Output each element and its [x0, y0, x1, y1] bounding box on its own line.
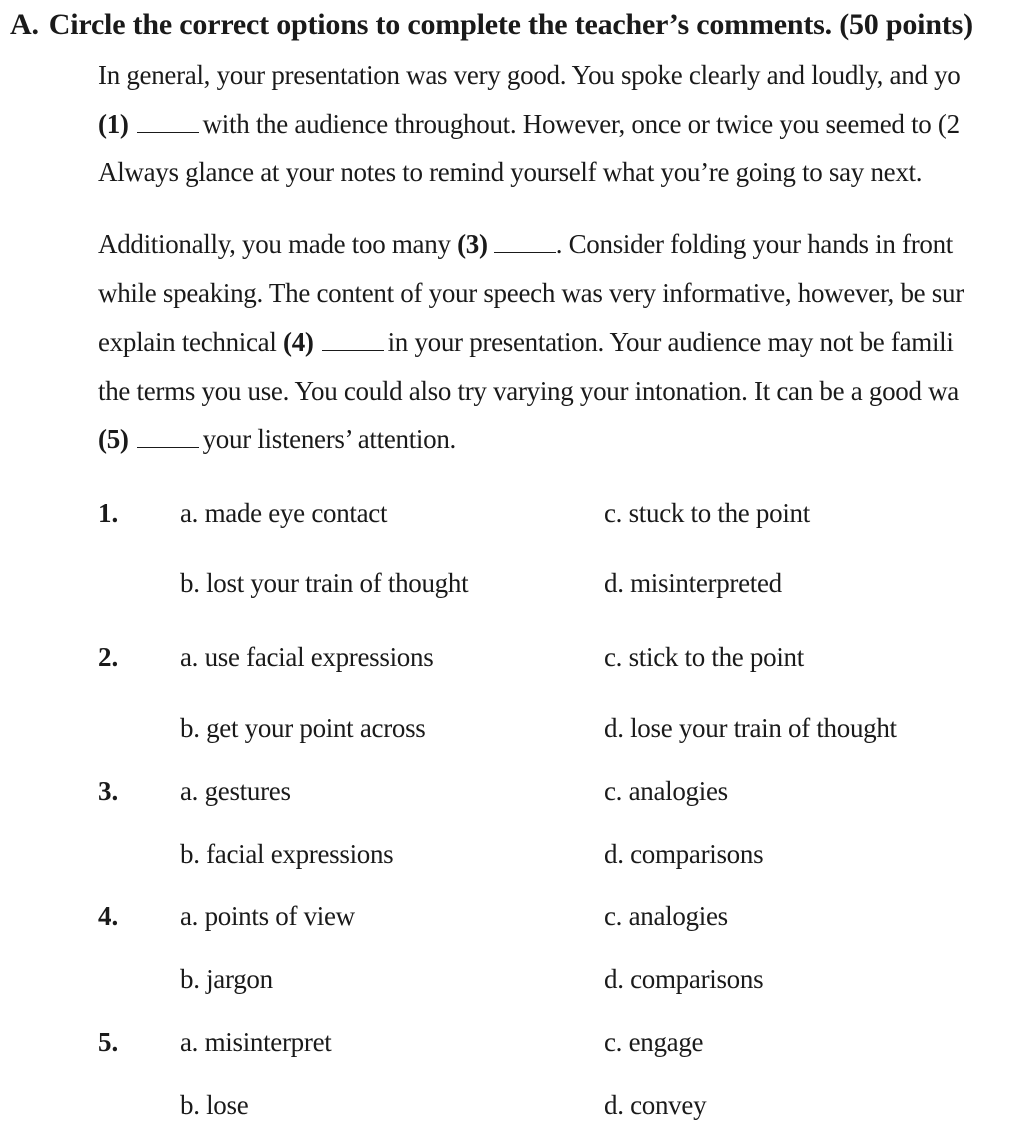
- passage-line-1: In general, your presentation was very good. You spoke clearly and loudly, and yo: [98, 60, 961, 90]
- q5-option-c[interactable]: c. engage: [604, 1027, 704, 1057]
- passage-line-6-pre: explain technical: [98, 327, 277, 357]
- question-number: 1.: [98, 498, 119, 528]
- q3-option-d[interactable]: d. comparisons: [604, 839, 764, 869]
- q4-option-b[interactable]: b. jargon: [180, 964, 273, 994]
- question-number: 5.: [98, 1027, 119, 1057]
- blank-number-3: (3): [457, 229, 488, 259]
- q1-option-a[interactable]: a. made eye contact: [180, 498, 388, 528]
- passage-line-4-post: . Consider folding your hands in front: [555, 229, 954, 259]
- passage-line-7: the terms you use. You could also try varying your intonation. It can be a good wa: [98, 376, 959, 406]
- instruction-text: Circle the correct options to complete the teacher’s comments. (50 points): [48, 8, 973, 41]
- passage-line-6: [98, 327, 954, 358]
- q4-option-a[interactable]: a. points of view: [180, 901, 355, 931]
- question-number: 2.: [98, 642, 119, 672]
- exercise-heading: [10, 8, 973, 42]
- q2-option-d[interactable]: d. lose your train of thought: [604, 713, 897, 743]
- passage-line-4-pre: Additionally, you made too many: [98, 229, 451, 259]
- q2-option-a[interactable]: a. use facial expressions: [180, 642, 434, 672]
- blank-number-1: (1): [98, 109, 129, 139]
- q1-option-d[interactable]: d. misinterpreted: [604, 568, 782, 598]
- q5-option-a[interactable]: a. misinterpret: [180, 1027, 332, 1057]
- passage-line-8-text: your listeners’ attention.: [202, 424, 456, 454]
- passage-line-4: [98, 229, 953, 260]
- question-number: 3.: [98, 776, 119, 806]
- blank-number-4: (4): [283, 327, 314, 357]
- q4-option-d[interactable]: d. comparisons: [604, 964, 764, 994]
- blank-3[interactable]: [494, 232, 556, 253]
- passage-line-6-post: in your presentation. Your audience may not be famili: [387, 327, 954, 357]
- q1-option-b[interactable]: b. lost your train of thought: [180, 568, 469, 598]
- passage-line-8: [98, 424, 456, 455]
- question-number: 4.: [98, 901, 119, 931]
- q3-option-b[interactable]: b. facial expressions: [180, 839, 394, 869]
- q5-option-b[interactable]: b. lose: [180, 1090, 249, 1120]
- blank-5[interactable]: [137, 427, 199, 448]
- passage-line-2: [98, 109, 960, 140]
- blank-number-5: (5): [98, 424, 129, 454]
- q2-option-b[interactable]: b. get your point across: [180, 713, 426, 743]
- q4-option-c[interactable]: c. analogies: [604, 901, 728, 931]
- blank-1[interactable]: [137, 112, 199, 133]
- q3-option-a[interactable]: a. gestures: [180, 776, 291, 806]
- q1-option-c[interactable]: c. stuck to the point: [604, 498, 810, 528]
- q3-option-c[interactable]: c. analogies: [604, 776, 728, 806]
- q2-option-c[interactable]: c. stick to the point: [604, 642, 804, 672]
- q5-option-d[interactable]: d. convey: [604, 1090, 707, 1120]
- passage-line-2-text: with the audience throughout. However, once or twice you seemed to (2: [202, 109, 960, 139]
- passage-line-3: Always glance at your notes to remind yourself what you’re going to say next.: [98, 157, 923, 187]
- section-letter: A.: [10, 8, 39, 41]
- passage-line-5: while speaking. The content of your speech was very informative, however, be sur: [98, 278, 964, 308]
- blank-4[interactable]: [322, 330, 384, 351]
